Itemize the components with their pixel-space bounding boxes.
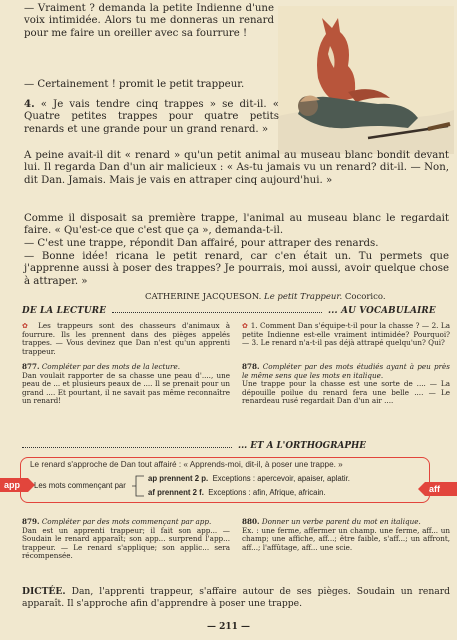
exercise-879: 879. Compléter par des mots commençant par app. Dan est un apprenti trappeur; il fait son app... — Soudain le renard apparaît; son app... surprend l'app... trappeur. — Le renard s'applique; son applic... sera récompensée. (22, 517, 230, 561)
section-ortho-heading: ... ET A L'ORTHOGRAPHE (238, 441, 366, 451)
vocab-questions: ✿ 1. Comment Dan s'équipe-t-il pour la chasse ? — 2. La petite Indienne est-elle vraiment intimidée? Pourquoi? — 3. Le renard n'a-t-il pas déjà attrapé quelqu'un? Qui? (242, 321, 450, 348)
paragraph-number: 4. (24, 98, 35, 110)
rule-intro: Les mots commençant par (34, 481, 126, 490)
dictee-label: DICTÉE. (22, 586, 66, 597)
tag-aff: aff (425, 482, 457, 496)
dictee: DICTÉE. Dan, l'apprenti trappeur, s'affaire autour de ses pièges. Soudain un renard apparaît. Il s'approche afin d'apprendre à poser une trappe. (22, 586, 450, 609)
story-paragraph-7: — Bonne idée! ricana le petit renard, car c'en était un. Tu permets que j'apprenne aussi à poser des trappes? Je pourrais, moi aussi, avoir quelque chose à attraper. » (24, 251, 449, 287)
tag-app: app (0, 478, 28, 492)
rule-aff: af prennent 2 f. Exceptions : afin, Afrique, africain. (148, 488, 326, 497)
flower-icon: ✿ (242, 321, 249, 330)
story-paragraph-4: A peine avait-il dit « renard » qu'un petit animal au museau blanc bondit devant lui. Il regarda Dan d'un air malicieux : « As-tu jamais vu un renard? dit-il. — Non, dit Dan. Jamais. Mais je vais en attraper cinq aujourd'hui. » (24, 150, 449, 186)
story-paragraph-1: — Vraiment ? demanda la petite Indienne d'une voix intimidée. Alors tu me donneras un renard pour me faire un oreiller avec sa fourrure ! (24, 3, 274, 39)
lecture-intro: ✿ Les trappeurs sont des chasseurs d'animaux à fourrure. Ils les prennent dans des pièges appelés trappes. — Vous devinez que Dan n'est qu'un apprenti trappeur. (22, 321, 230, 356)
story-paragraph-2: — Certainement ! promit le petit trappeur. (24, 79, 245, 90)
section-divider (112, 312, 322, 313)
citation-title: Le petit Trappeur. (264, 292, 343, 302)
page-number: — 211 — (206, 622, 251, 632)
section-vocab-heading: ... AU VOCABULAIRE (328, 306, 436, 316)
ortho-example-sentence: Le renard s'approche de Dan tout affairé : « Apprends-moi, dit-il, à poser une trappe. » (30, 460, 343, 469)
exercise-878: 878. Compléter par des mots étudiés ayant à peu près le même sens que les mots en italique. Une trappe pour la chasse est une sorte de .... — La dépouille poilue du renard fera une belle .... — Le renardeau rusé regardait Dan d'un air .... (242, 362, 450, 406)
fox-trapper-illustration (278, 6, 454, 154)
exercise-880: 880. Donner un verbe parent du mot en italique. Ex. : une ferme, affermer un champ. une ferme, aff... un champ; une affiche, aff...; être faible, s'aff...; un affront, aff...; l'affûtage, aff... une scie. (242, 517, 450, 552)
story-paragraph-3: 4. « Je vais tendre cinq trappes » se dit-il. « Quatre petites trappes pour quatre petits renards et une grande pour un grand renard. » (24, 98, 279, 135)
ortho-divider (22, 447, 232, 448)
exercise-877: 877. Compléter par des mots de la lecture. Dan voulait rapporter de sa chasse une peau d'...., une peau de ... et plusieurs peaux de .... Il se prenait pour un grand .... Et pourtant, il ne savait pas même reconnaître un renard! (22, 362, 230, 406)
story-paragraph-6: — C'est une trappe, répondit Dan affairé, pour attraper des renards. (24, 238, 379, 249)
story-paragraph-5: Comme il disposait sa première trappe, l'animal au museau blanc le regardait faire. « Qu'est-ce que c'est que ça », demanda-t-il. (24, 213, 449, 237)
tag-aff-arrow (418, 482, 425, 496)
section-lecture-heading: DE LA LECTURE (22, 306, 107, 316)
rule-app: ap prennent 2 p. Exceptions : apercevoir, apaiser, aplatir. (148, 474, 350, 483)
flower-icon: ✿ (22, 321, 32, 330)
story-citation (145, 292, 450, 302)
citation-publisher: Cocorico. (344, 292, 386, 302)
citation-author: CATHERINE JACQUESON. (145, 292, 262, 302)
rule-brace-icon (132, 474, 146, 498)
